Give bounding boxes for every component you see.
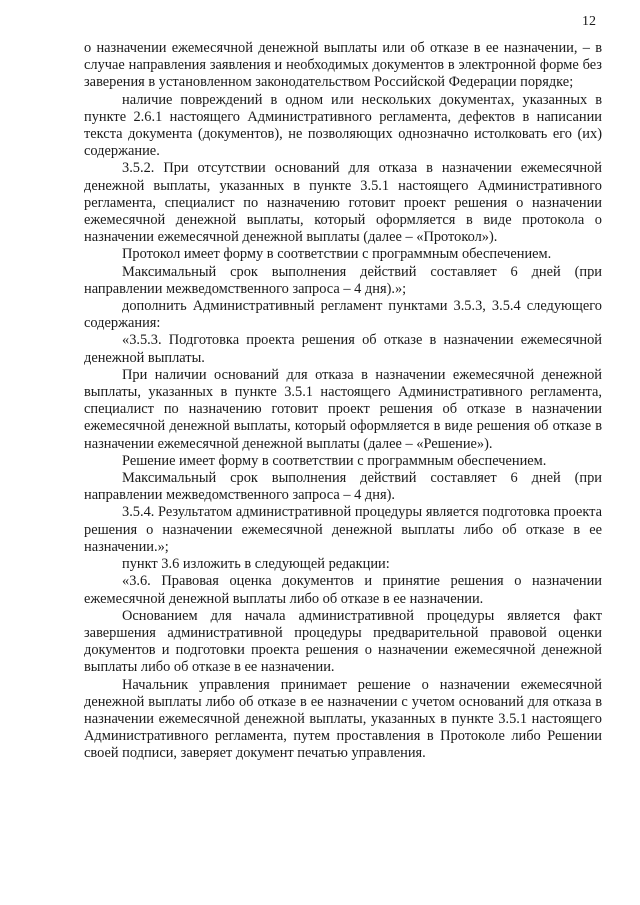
paragraph-9: Решение имеет форму в соответствии с программным обеспечением. bbox=[122, 452, 547, 469]
paragraph-10: Максимальный срок выполнения действий составляет 6 дней (при направлении межведомственного запроса – 4 дня). bbox=[84, 470, 602, 504]
paragraph-12: пункт 3.6 изложить в следующей редакции: bbox=[122, 556, 390, 573]
paragraph-6: дополнить Административный регламент пунктами 3.5.3, 3.5.4 следующего содержания: bbox=[84, 298, 602, 332]
paragraph-7: «3.5.3. Подготовка проекта решения об отказе в назначении ежемесячной денежной выплаты. bbox=[84, 332, 602, 366]
paragraph-13: «3.6. Правовая оценка документов и принятие решения о назначении ежемесячной денежной выплаты либо об отказе в ее назначении. bbox=[84, 573, 602, 607]
paragraph-8: При наличии оснований для отказа в назначении ежемесячной денежной выплаты, указанных в пункте 3.5.1 настоящего Административного регламента, специалист по назначению готовит проект решения об отказе в назначении ежемесячной денежной выплаты, который оформляется в виде решения об отказе в назначении ежемесячной денежной выплаты (далее – «Решение»). bbox=[84, 366, 602, 452]
paragraph-11: 3.5.4. Результатом административной процедуры является подготовка проекта решения о назначении ежемесячной денежной выплаты либо об отказе в ее назначении.»; bbox=[84, 504, 602, 555]
paragraph-1: о назначении ежемесячной денежной выплаты или об отказе в ее назначении, – в случае направления заявления и необходимых документов в электронной форме без заверения в установленном законодательством Российской Федерации порядке; bbox=[84, 40, 602, 91]
paragraph-14: Основанием для начала административной процедуры является факт завершения административной процедуры предварительной правовой оценки документов и подготовки проекта решения о назначении ежемесячной денежной выплаты либо об отказе в ее назначении. bbox=[84, 607, 602, 676]
paragraph-5: Максимальный срок выполнения действий составляет 6 дней (при направлении межведомственного запроса – 4 дня).»; bbox=[84, 263, 602, 297]
document-body bbox=[84, 40, 602, 763]
paragraph-15: Начальник управления принимает решение о назначении ежемесячной денежной выплаты либо об отказе в ее назначении с учетом оснований для отказа в назначении ежемесячной денежной выплаты, указанных в пункте 3.5.1 настоящего Административного регламента, путем проставления в Протоколе либо Решении своей подписи, заверяет документ печатью управления. bbox=[84, 676, 602, 762]
paragraph-2: наличие повреждений в одном или нескольких документах, указанных в пункте 2.6.1 настоящего Административного регламента, дефектов в написании текста документа (документов), не позволяющих однозначно истолковать его (их) содержание. bbox=[84, 91, 602, 160]
page-number: 12 bbox=[582, 14, 596, 29]
paragraph-4: Протокол имеет форму в соответствии с программным обеспечением. bbox=[122, 246, 552, 263]
paragraph-3: 3.5.2. При отсутствии оснований для отказа в назначении ежемесячной денежной выплаты, указанных в пункте 3.5.1 настоящего Административного регламента, специалист по назначению готовит проект решения о назначении ежемесячной денежной выплаты, который оформляется в виде протокола о назначении ежемесячной денежной выплаты (далее – «Протокол»). bbox=[84, 160, 602, 246]
